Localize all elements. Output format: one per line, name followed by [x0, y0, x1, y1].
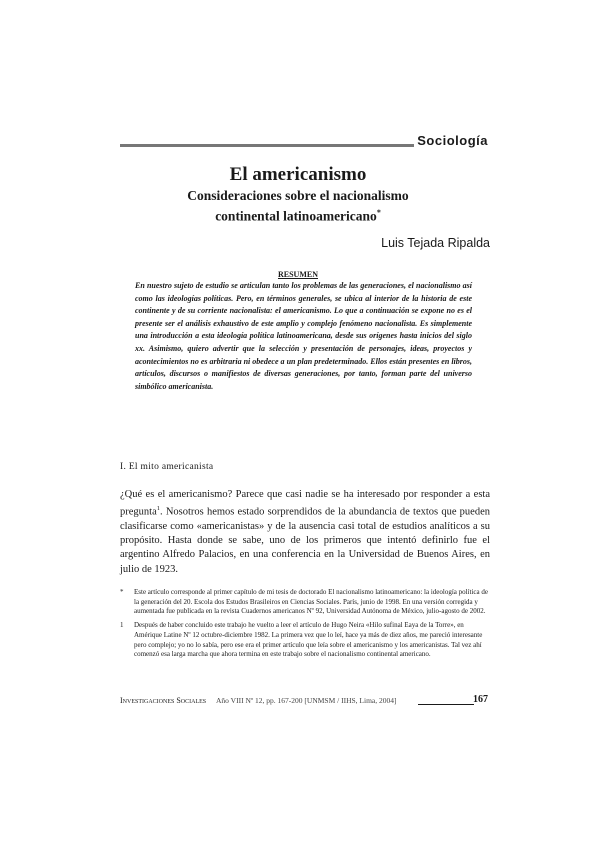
- running-footer: [120, 696, 490, 708]
- footnotes: [120, 588, 490, 664]
- body-text-part-1: ¿Qué es el americanismo? Parece que casi nadie se ha interesado por responder a esta pregunta: [120, 489, 490, 518]
- article-subtitle: [0, 187, 596, 225]
- section-divider-rule: [120, 144, 414, 147]
- section-heading: I. El mito americanista: [120, 462, 214, 472]
- footer-issue-info: Año VIII Nº 12, pp. 167-200 [UNMSM / IIHS, Lima, 2004]: [216, 696, 397, 705]
- abstract-heading: RESUMEN: [277, 270, 318, 279]
- body-text-part-2: . Nosotros hemos estado sorprendidos de la abundancia de textos que pueden clasificarse como «americanistas» y de la ausencia casi total de estudios analíticos a su propósito. Hasta donde se sabe, uno de los primeros que intentó definirlo fue el argentino Alfredo Palacios, en una conferencia en la Universidad de Buenos Aires, en julio de 1923.: [120, 506, 490, 575]
- footnote-item: [120, 621, 490, 660]
- author-name: Luis Tejada Ripalda: [381, 236, 490, 250]
- page-number: 167: [473, 694, 488, 705]
- footnote-mark: 1: [120, 621, 124, 630]
- subtitle-line-1: Consideraciones sobre el nacionalismo: [187, 188, 409, 203]
- article-title: El americanismo: [229, 164, 367, 185]
- footnote-text: Este artículo corresponde al primer capítulo de mi tesis de doctorado El nacionalismo latinoamericano: la ideología política de la generación del 20. Escola dos Estudos Brasileiros en Ciencias Sociales. París, junio de 1998. En una versión corregida y aumentada fue publicada en la revista Cuadernos americanos Nº 92, Universidad Autónoma de México, julio-agosto de 2002.: [134, 588, 488, 616]
- subtitle-footnote-marker: *: [376, 208, 381, 217]
- abstract-text: En nuestro sujeto de estudio se articulan tanto los problemas de las generaciones, el nacionalismo así como las ideologías políticas. Pero, en términos generales, se ubica al interior de la historia de este continente y de su corriente nacionalista: el americanismo. Lo que a continuación se expone no es el presente ser el análisis exhaustivo de este amplio y complejo fenómeno nacionalista. Es simplemente una introducción a esta ideología política latinoamericana, desde sus orígenes hasta inicios del siglo xx. Asimismo, quiero advertir que la selección y presentación de personajes, ideas, proyectos y acontecimientos no es arbitraria ni obedece a un plan predeterminado. Ellos están presentes en libros, artículos, discursos o manifiestos de diversas generaciones, por tanto, forman parte del universo simbólico americanista.: [135, 281, 472, 391]
- footer-rule: [418, 704, 474, 705]
- footnote-item: [120, 588, 490, 617]
- footnote-mark: *: [120, 588, 124, 596]
- subtitle-line-2-text: continental latinoamericano: [215, 208, 377, 224]
- footer-journal-name: Investigaciones Sociales: [120, 696, 207, 705]
- subtitle-line-2: [0, 204, 596, 225]
- body-paragraph: [120, 488, 490, 577]
- section-label: Sociología: [417, 133, 488, 148]
- footnote-reference: 1: [156, 505, 160, 513]
- footnote-text: Después de haber concluido este trabajo he vuelto a leer el artículo de Hugo Neira «Hilo sufinal Eaya de la Torre», en Amérique Latine Nº 12 octubre-diciembre 1982. La primera vez que lo leí, hace ya más de diez años, me pareció interesante pero complejo; yo no lo sabía, pero ese era el primer artículo que leía sobre el americanismo y los americanistas. Tal vez ahí comenzó esa larga marcha que ahora termina en este trabajo sobre el nacionalismo continental americano.: [134, 621, 483, 659]
